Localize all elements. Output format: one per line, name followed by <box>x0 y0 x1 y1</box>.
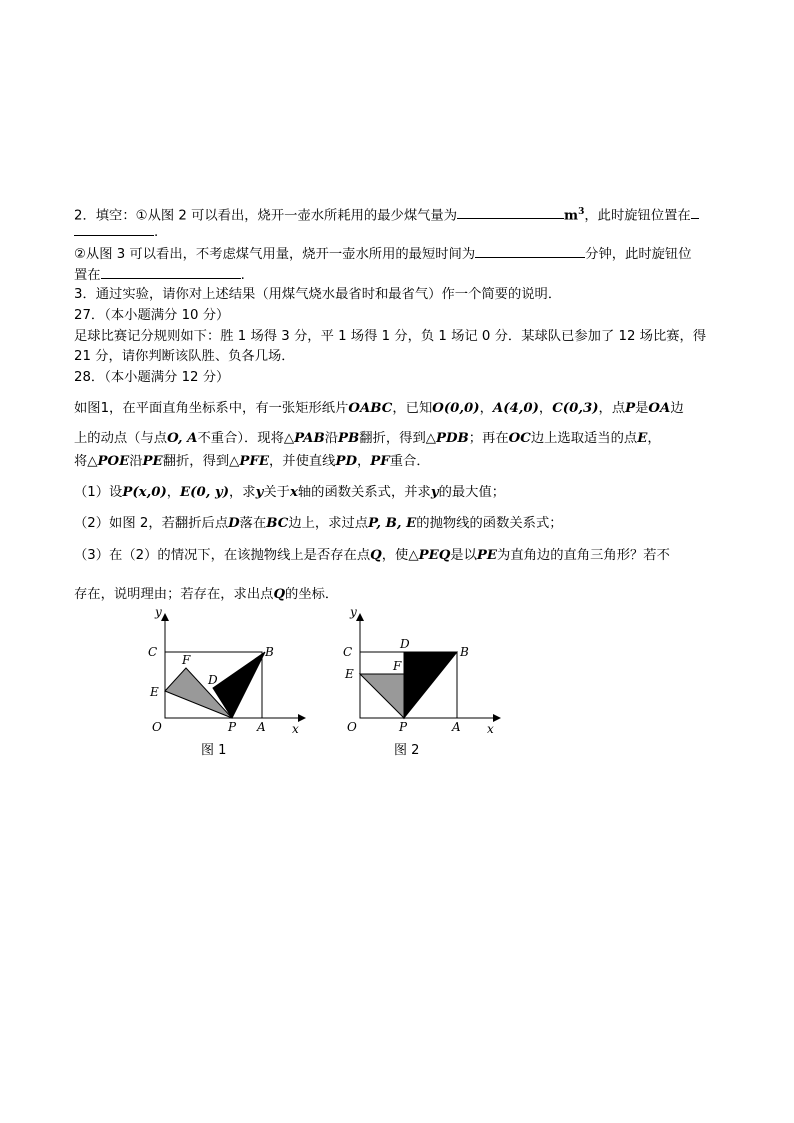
q2-line-3 <box>74 244 692 264</box>
text: 是 <box>635 401 649 416</box>
label-a: A <box>452 720 461 734</box>
q2-text-b: ，此时旋钮位置在 <box>584 208 691 224</box>
figure-2 <box>335 600 510 745</box>
math: x <box>289 485 298 500</box>
text: 边上选取适当的点 <box>530 431 638 446</box>
text: 如图1，在平面直角坐标系中，有一张矩形纸片 <box>74 401 349 416</box>
p28-sub-3 <box>74 547 670 565</box>
text: ，已知 <box>392 401 433 416</box>
text: （2）如图 2，若翻折后点 <box>74 516 229 531</box>
text: 落在 <box>239 516 267 531</box>
math: PE <box>476 548 498 563</box>
text: ，使 <box>381 548 409 563</box>
p28-line-2 <box>74 430 661 448</box>
math: △PFE <box>229 454 269 469</box>
label-b: B <box>460 645 469 659</box>
q2-text-4a: 置在 <box>74 268 101 283</box>
math: OABC <box>348 401 393 416</box>
figure-1 <box>140 600 315 745</box>
text: ， <box>166 485 181 500</box>
text: 的最大值； <box>438 485 506 500</box>
text: 边上，求过点 <box>288 516 369 531</box>
label-y: y <box>155 605 162 619</box>
label-f: F <box>393 659 402 673</box>
math: OA <box>648 401 671 416</box>
math: PD <box>335 454 357 469</box>
math: PB <box>338 431 360 446</box>
answer-blank-knob-position[interactable] <box>74 222 154 236</box>
math: y <box>255 485 264 500</box>
text: ；再在 <box>468 431 509 446</box>
label-a: A <box>257 720 266 734</box>
figure-2-caption: 图 2 <box>394 743 420 758</box>
label-o: O <box>347 720 357 734</box>
label-d: D <box>208 673 218 687</box>
math: Q <box>273 587 286 602</box>
p27-line-1: 足球比赛记分规则如下：胜 1 场得 3 分，平 1 场得 1 分，负 1 场记 0 分．某球队已参加了 12 场比赛，得 <box>74 329 707 344</box>
text: 沿 <box>129 454 143 469</box>
text: 的坐标． <box>285 587 339 602</box>
answer-blank-gas-amount[interactable] <box>457 205 564 219</box>
text: 关于 <box>263 485 290 500</box>
text: （1）设 <box>74 485 123 500</box>
math: OC <box>508 431 531 446</box>
label-y: y <box>350 605 357 619</box>
text: ， <box>647 431 661 446</box>
label-p: P <box>399 720 408 734</box>
figure-1-caption: 图 1 <box>201 743 227 758</box>
math: P <box>625 401 636 416</box>
math: A(4,0) <box>492 401 539 416</box>
text: 为直角边的直角三角形？若不 <box>497 548 670 563</box>
p28-heading: 28．（本小题满分 12 分） <box>74 370 230 385</box>
text: ，并使直线 <box>268 454 336 469</box>
q3-line: 3．通过实验，请你对上述结果（用煤气烧水最省时和最省气）作一个简要的说明． <box>74 287 562 302</box>
text: 翻折，得到 <box>359 431 426 446</box>
label-e: E <box>150 685 159 699</box>
text: ，点 <box>598 401 626 416</box>
math: y <box>430 485 439 500</box>
q2-text-3a: ②从图 3 可以看出，不考虑煤气用量，烧开一壶水所用的最短时间为 <box>74 247 476 262</box>
math: C(0,3) <box>552 401 599 416</box>
text: 存在，说明理由；若存在，求出点 <box>74 587 274 602</box>
text: ，求 <box>229 485 256 500</box>
period: . <box>154 225 159 240</box>
label-d: D <box>400 637 410 651</box>
p27-line-2: 21 分，请你判断该队胜、负各几场． <box>74 349 295 364</box>
text: 翻折，得到 <box>162 454 230 469</box>
text: 重合． <box>389 454 430 469</box>
q2-text: 2．填空：①从图 2 可以看出，烧开一壶水所耗用的最少煤气量为 <box>74 208 458 224</box>
math: P(x,0) <box>122 485 167 500</box>
text: 沿 <box>324 431 339 446</box>
text: ， <box>538 401 553 416</box>
math: E(0, y) <box>180 485 230 500</box>
p28-line-1 <box>74 400 684 418</box>
label-b: B <box>265 645 274 659</box>
math: O, A <box>167 431 198 446</box>
p28-sub-1 <box>74 484 505 502</box>
text: 上的动点（与点 <box>74 431 168 446</box>
text: 轴的函数关系式，并求 <box>297 485 431 500</box>
unit-m: m <box>564 208 579 224</box>
text: 的抛物线的函数关系式； <box>416 516 563 531</box>
q2-text-3b: 分钟，此时旋钮位 <box>585 247 692 262</box>
triangle-pfe <box>360 674 404 718</box>
math: P, B, E <box>368 516 417 531</box>
q2-line-1 <box>74 203 699 225</box>
unit-exponent: 3 <box>578 207 585 217</box>
math: D <box>228 516 240 531</box>
q2-line-2 <box>74 222 158 242</box>
p28-line-3 <box>74 453 430 471</box>
math: PF <box>370 454 390 469</box>
text: 将 <box>74 454 88 469</box>
math: E <box>637 431 648 446</box>
triangle-pdb <box>404 652 457 718</box>
label-x: x <box>292 722 299 736</box>
math: △PEQ <box>408 548 451 563</box>
period: . <box>240 268 245 283</box>
label-e: E <box>345 667 354 681</box>
math: PE <box>142 454 163 469</box>
label-f: F <box>182 653 191 667</box>
q2-line-4 <box>74 265 245 285</box>
label-c: C <box>148 645 158 659</box>
answer-blank-min-time[interactable] <box>475 244 585 258</box>
math: BC <box>266 516 289 531</box>
label-o: O <box>152 720 162 734</box>
label-p: P <box>228 720 237 734</box>
p27-heading: 27．（本小题满分 10 分） <box>74 308 230 323</box>
math: △PDB <box>425 431 469 446</box>
label-c: C <box>343 645 353 659</box>
answer-blank-knob-position-2[interactable] <box>101 265 241 279</box>
text: 是以 <box>450 548 477 563</box>
text: （3）在（2）的情况下，在该抛物线上是否存在点 <box>74 548 371 563</box>
text: 边 <box>670 401 684 416</box>
p28-sub-2 <box>74 515 563 533</box>
math: △PAB <box>283 431 325 446</box>
text: ， <box>357 454 371 469</box>
math: △POE <box>87 454 130 469</box>
math: Q <box>370 548 382 563</box>
text: 不重合）．现将 <box>197 431 284 446</box>
label-x: x <box>487 722 494 736</box>
answer-blank-knob-position-start[interactable] <box>691 205 699 219</box>
text: ， <box>479 401 493 416</box>
math: O(0,0) <box>432 401 480 416</box>
